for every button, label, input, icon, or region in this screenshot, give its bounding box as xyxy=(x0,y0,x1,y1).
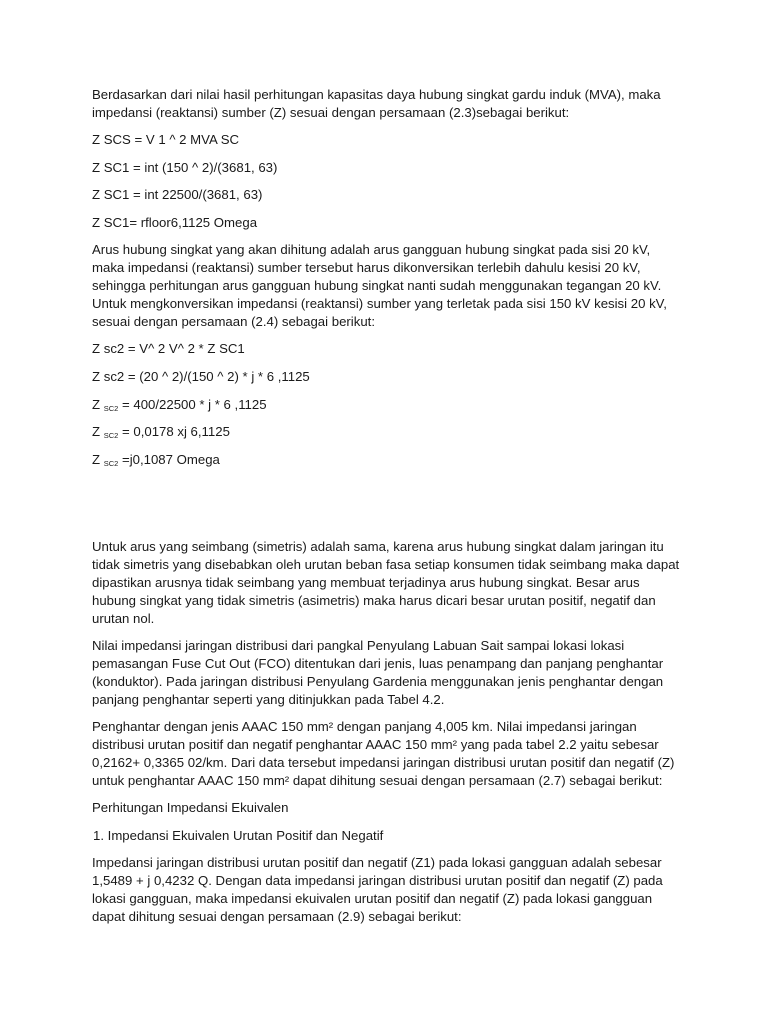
conductor-paragraph: Penghantar dengan jenis AAAC 150 mm² dengan panjang 4,005 km. Nilai impedansi jaringan distribusi urutan positif dan negatif penghantar AAAC 150 mm² yang pada tabel 2.2 yaitu sebesar 0,2162+ 0,3365 02/km. Dari data tersebut impedansi jaringan distribusi urutan positif dan negatif (Z) untuk penghantar AAAC 150 mm² dapat dihitung sesuai dengan persamaan (2.7) sebagai berikut: xyxy=(92,719,675,789)
equation-zsc2-a: Z sc2 = V^ 2 V^ 2 * Z SC1 xyxy=(92,341,245,357)
impedance-paragraph: Nilai impedansi jaringan distribusi dari pangkal Penyulang Labuan Sait sampai lokasi lokasi pemasangan Fuse Cut Out (FCO) ditentukan dari jenis, luas penampang dan panjang penghantar (konduktor). Pada jaringan distribusi Penyulang Gardenia menggunakan jenis penghantar dengan panjang penghantar seperti yang ditinjukkan pada Tabel 4.2. xyxy=(92,638,664,708)
equation-zsc2-c: Z $_{SC2}$ = 400/22500 * j * 6 ,1125 xyxy=(92,396,267,413)
equation-zsc2-d: Z $_{SC2}$ = 0,0178 xj 6,1125 xyxy=(92,424,230,441)
numbered-item: 1. Impedansi Ekuivalen Urutan Positif dan Negatif xyxy=(93,827,384,843)
intro-paragraph: Berdasarkan dari nilai hasil perhitungan kapasitas daya hubung singkat gardu induk (MVA), maka impedansi (reaktansi) sumber (Z) sesuai dengan persamaan (2.3)sebagai berikut: xyxy=(92,87,661,120)
equation-zsc1-c: Z SC1= rfloor6,1125 Omega xyxy=(92,214,258,230)
equation-zscs: Z SCS = V 1 ^ 2 MVA SC xyxy=(92,132,240,147)
equation-zsc1-b: Z SC1 = int 22500/(3681, 63) xyxy=(92,187,263,203)
equation-zsc2-e: Z $_{SC2}$ =j0,1087 Omega xyxy=(92,451,220,468)
equation-zsc1-a: Z SC1 = int (150 ^ 2)/(3681, 63) xyxy=(92,159,278,175)
section-heading: Perhitungan Impedansi Ekuivalen xyxy=(92,800,289,816)
equivalent-impedance-paragraph: Impedansi jaringan distribusi urutan positif dan negatif (Z1) pada lokasi gangguan adalah sebesar 1,5489 + j 0,4232 Q. Dengan data impedansi jaringan distribusi urutan positif dan negatif (Z) pada lokasi gangguan, maka impedansi ekuivalen urutan positif dan negatif (Z) pada lokasi gangguan dapat dihitung sesuai dengan persamaan (2.9) sebagai berikut: xyxy=(92,855,663,925)
blank-space xyxy=(92,478,682,538)
conversion-paragraph: Arus hubung singkat yang akan dihitung adalah arus gangguan hubung singkat pada sisi 20 kV, maka impedansi (reaktansi) sumber tersebut harus dikonversikan terlebih dahulu kesisi 20 kV, sehingga perhitungan arus gangguan hubung singkat nanti sudah menggunakan tegangan 20 kV. Untuk mengkonversikan impedansi (reaktansi) sumber yang terletak pada sisi 150 kV kesisi 20 kV, sesuai dengan persamaan (2.4) sebagai berikut: xyxy=(92,242,667,330)
symmetry-paragraph: Untuk arus yang seimbang (simetris) adalah sama, karena arus hubung singkat dalam jaringan itu tidak simetris yang disebabkan oleh urutan beban fasa setiap konsumen tidak seimbang maka dapat dipastikan arusnya tidak seimbang yang membuat terjadinya arus hubung singkat. Besar arus hubung singkat yang tidak simetris (asimetris) maka harus dicari besar urutan positif, negatif dan urutan nol. xyxy=(92,539,680,627)
document-page xyxy=(92,86,682,935)
equation-zsc2-b: Z sc2 = (20 ^ 2)/(150 ^ 2) * j * 6 ,1125 xyxy=(92,368,310,384)
